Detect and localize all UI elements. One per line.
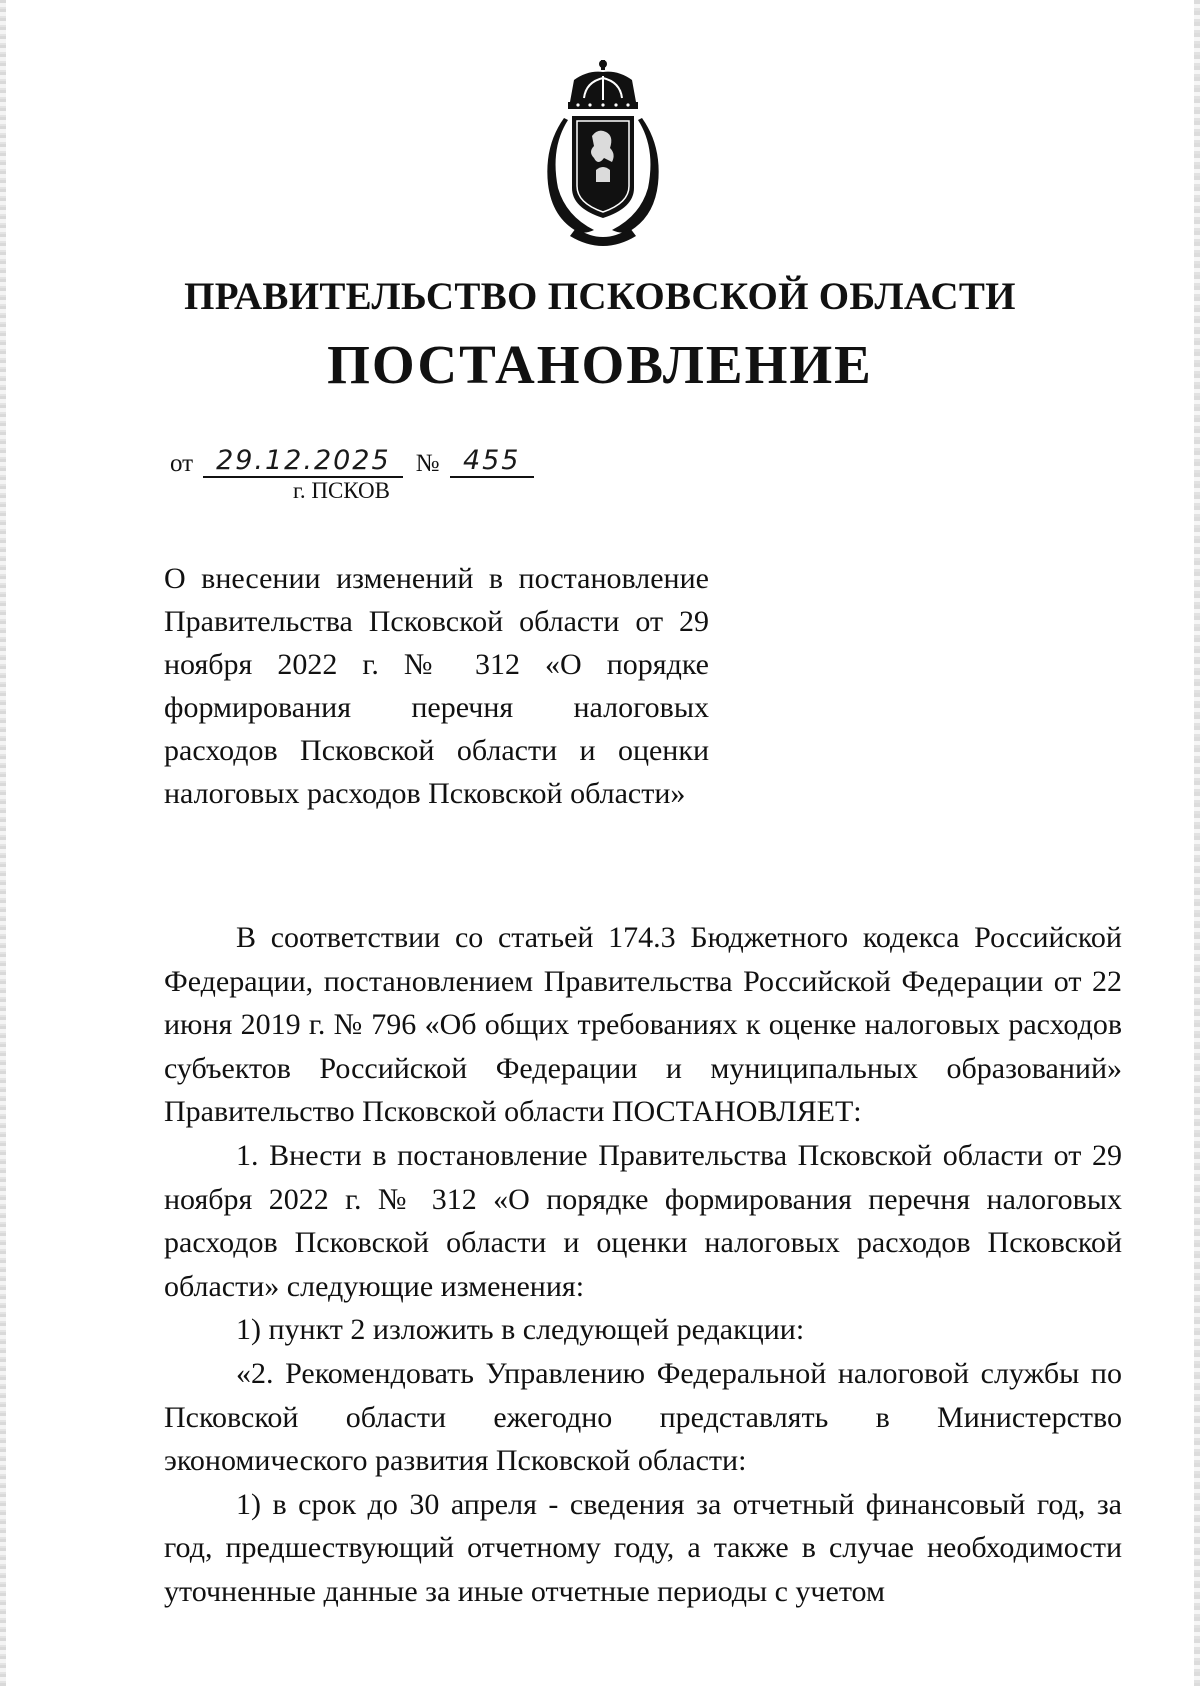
body-paragraph: 1) пункт 2 изложить в следующей редакции: (236, 1313, 805, 1347)
body-paragraph: «2. Рекомендовать Управлению Федеральной налоговой службы по Псковской области ежегодно представлять в Министерство экономического развития Псковской области: (164, 1356, 1122, 1478)
registration-line (170, 446, 534, 482)
number-sign: № (415, 450, 440, 477)
document-subject: О внесении изменений в постановление Правительства Псковской области от 29 ноября 2022 г. № 312 «О порядке формирования перечня налоговых расходов Псковской области и оценки налоговых расходов Псковской области» (164, 562, 709, 810)
pskov-oblast-coat-of-arms-icon (532, 58, 674, 248)
city: г. ПСКОВ (293, 478, 391, 503)
body-paragraph: В соответствии со статьей 174.3 Бюджетного кодекса Российской Федерации, постановлением Правительства Российской Федерации от 22 июня 2019 г. № 796 «Об общих требованиях к оценке налоговых расходов субъектов Российской Федерации и муниципальных образований» Правительство Псковской области ПОСТАНОВЛЯЕТ: (164, 921, 1122, 1129)
body-paragraph: 1) в срок до 30 апреля - сведения за отчетный финансовый год, за год, предшествующий отчетному году, а также в случае необходимости уточненные данные за иные отчетные периоды с учетом (164, 1487, 1122, 1608)
document-type: ПОСТАНОВЛЕНИЕ (327, 334, 873, 395)
organization-title: ПРАВИТЕЛЬСТВО ПСКОВСКОЙ ОБЛАСТИ (184, 275, 1016, 318)
scan-edge-right (1194, 0, 1200, 1686)
handwritten-date: 29.12.2025 (203, 446, 403, 478)
document-body (164, 916, 1122, 1614)
body-paragraph: 1. Внести в постановление Правительства Псковской области от 29 ноября 2022 г. № 312 «О порядке формирования перечня налоговых расходов Псковской области и оценки налоговых расходов Псковской области» следующие изменения: (164, 1138, 1122, 1303)
date-prefix: от (170, 450, 194, 477)
scan-edge-left (0, 0, 6, 1686)
handwritten-number: 455 (450, 446, 534, 478)
